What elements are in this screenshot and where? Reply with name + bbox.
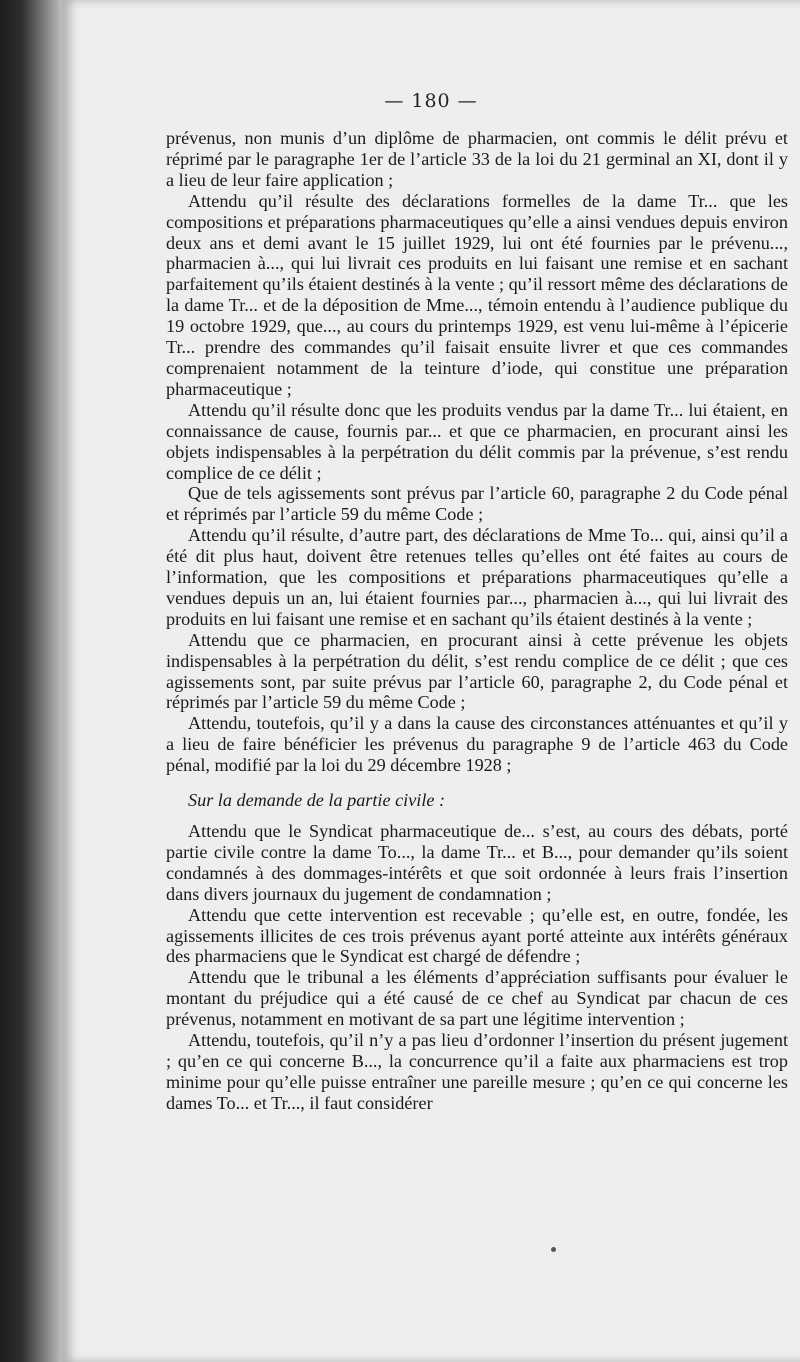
paragraph: Attendu que ce pharmacien, en procurant ainsi à cette prévenue les objets indispensables à la perpétration du délit, s’est rendu complice de ce délit ; que ces agissements sont, par suite prévus par l’article 60, paragraphe 2, du Code pénal et réprimés par l’article 59 du même Code ; bbox=[166, 629, 788, 713]
paragraph: Attendu que le Syndicat pharmaceutique de... s’est, au cours des débats, porté partie civile contre la dame To..., la dame Tr... et B..., pour demander qu’ils soient condamnés à des dommages-intérêts et que soit ordonnée à leurs frais l’insertion dans divers journaux du jugement de condamnation ; bbox=[166, 821, 788, 904]
paragraph: Attendu que cette intervention est recevable ; qu’elle est, en outre, fondée, les agissements illicites de ces trois prévenus ayant porté atteinte aux intérêts généraux des pharmaciens que le Syndicat est chargé de défendre ; bbox=[166, 904, 788, 967]
scan-binding-edge bbox=[0, 0, 62, 1362]
ink-dot bbox=[551, 1247, 556, 1252]
paragraph: prévenus, non munis d’un diplôme de pharmacien, ont commis le délit prévu et réprimé par le paragraphe 1er de l’article 33 de la loi du 21 germinal an XI, dont il y a lieu de leur faire application ; bbox=[166, 128, 788, 190]
paragraph: Attendu, toutefois, qu’il y a dans la cause des circonstances atténuantes et qu’il y a lieu de faire bénéficier les prévenus du paragraphe 9 de l’article 463 du Code pénal, modifié par la loi du 29 décembre 1928 ; bbox=[166, 713, 788, 776]
paragraph: Attendu que le tribunal a les éléments d’appréciation suffisants pour évaluer le montant du préjudice qui a été causé de ce chef au Syndicat par chacun de ces prévenus, notamment en motivant de sa part une légitime intervention ; bbox=[166, 967, 788, 1030]
paragraph: Que de tels agissements sont prévus par l’article 60, paragraphe 2 du Code pénal et réprimés par l’article 59 du même Code ; bbox=[166, 483, 788, 525]
paragraph: Attendu, toutefois, qu’il n’y a pas lieu d’ordonner l’insertion du présent jugement ; qu’en ce qui concerne B..., la concurrence qu’il a faite aux pharmaciens est trop minime pour qu’elle puisse entraîner une pareille mesure ; qu’en ce qui concerne les dames To... et Tr..., il faut considérer bbox=[166, 1030, 788, 1113]
section-heading: Sur la demande de la partie civile : bbox=[188, 790, 446, 811]
body-text bbox=[166, 128, 788, 1114]
document-page bbox=[62, 0, 800, 1362]
paragraph: Attendu qu’il résulte des déclarations formelles de la dame Tr... que les compositions et préparations pharmaceutiques qu’elle a ainsi vendues depuis environ deux ans et demi avant le 15 juillet 1929, lui ont été fournies par le prévenu..., pharmacien à..., qui lui livrait ces produits en lui faisant une remise et en sachant parfaitement qu’ils étaient destinés à la vente ; qu’il ressort même des déclarations de la dame Tr... et de la déposition de Mme..., témoin entendu à l’audience publique du 19 octobre 1929, que..., au cours du printemps 1929, est venu lui-même à l’épicerie Tr... prendre des commandes qu’il faisait ensuite livrer et que ces commandes comprenaient notamment de la teinture d’iode, qui constitue une préparation pharmaceutique ; bbox=[166, 190, 788, 399]
page-number: — 180 — bbox=[384, 90, 478, 112]
paragraph: Attendu qu’il résulte, d’autre part, des déclarations de Mme To... qui, ainsi qu’il a été dit plus haut, doivent être retenues telles qu’elles ont été faites au cours de l’information, que les compositions et préparations pharmaceutiques qu’elle a vendues depuis un an, lui étaient fournies par..., pharmacien à..., qui lui livrait des produits en lui faisant une remise et en sachant qu’ils étaient destinés à la vente ; bbox=[166, 525, 788, 629]
paragraph: Attendu qu’il résulte donc que les produits vendus par la dame Tr... lui étaient, en connaissance de cause, fournis par... et que ce pharmacien, en procurant ainsi les objets indispensables à la perpétration du délit commis par la prévenue, s’est rendu complice de ce délit ; bbox=[166, 399, 788, 483]
